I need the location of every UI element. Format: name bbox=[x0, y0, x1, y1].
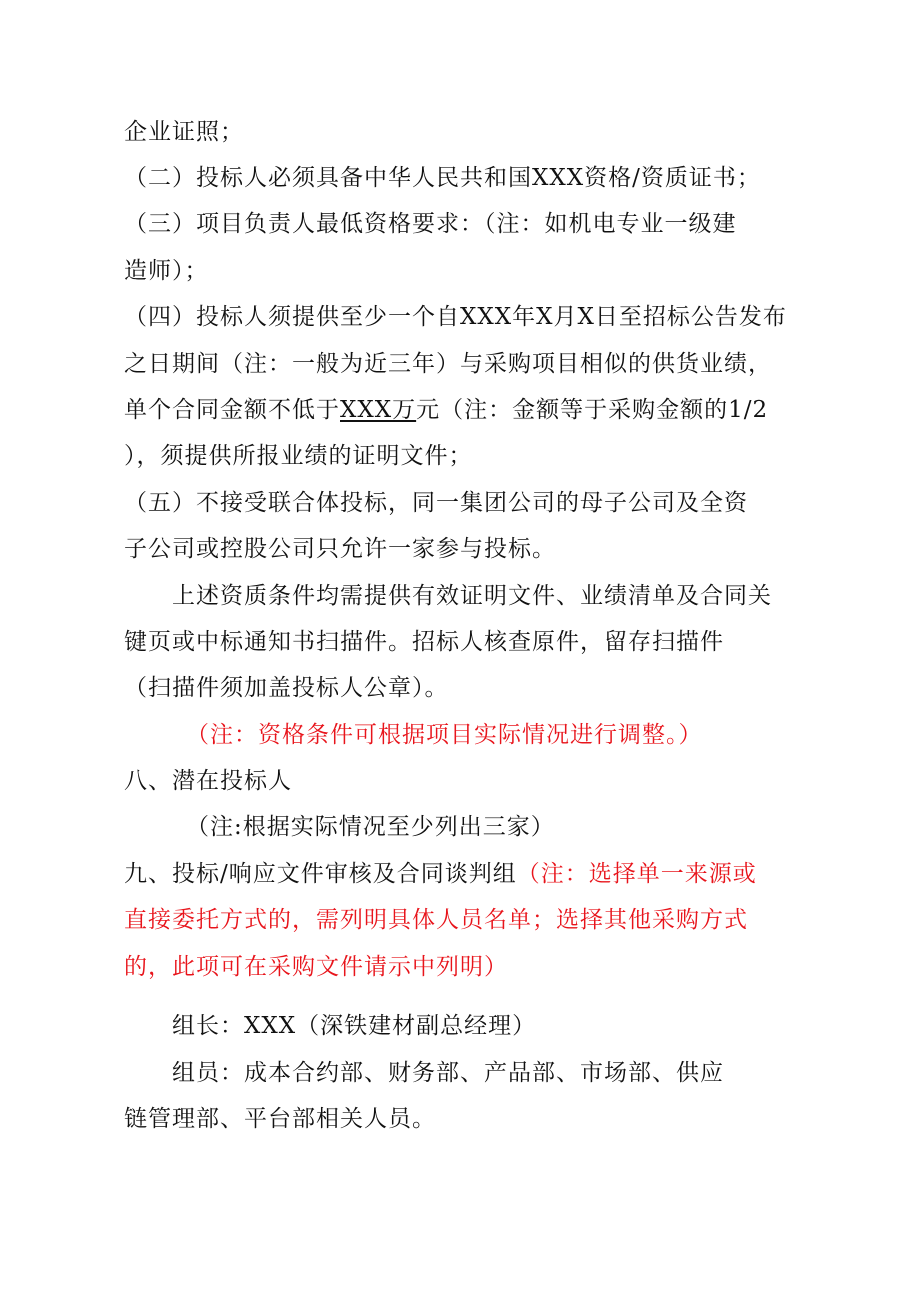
red-note-line: （注：资格条件可根据项目实际情况进行调整。） bbox=[186, 722, 703, 748]
text-line: 键页或中标通知书扫描件。招标人核查原件，留存扫描件 bbox=[124, 629, 724, 655]
text-line: （二）投标人必须具备中华人民共和国XXX资格/资质证书； bbox=[124, 165, 761, 191]
red-note-line: 直接委托方式的，需列明具体人员名单；选择其他采购方式 bbox=[124, 907, 748, 933]
text-line: （三）项目负责人最低资格要求：（注：如机电专业一级建 bbox=[124, 211, 737, 237]
text-line: 子公司或控股公司只允许一家参与投标。 bbox=[124, 536, 556, 562]
text-line: ），须提供所报业绩的证明文件； bbox=[124, 443, 473, 469]
underlined-amount: XXX万 bbox=[340, 397, 417, 423]
text-line: （四）投标人须提供至少一个自XXX年X月X日至招标公告发布 bbox=[124, 304, 787, 330]
text-segment: 元（注：金额等于采购金额的1/2 bbox=[416, 397, 769, 423]
section-heading bbox=[124, 859, 757, 889]
text-line: （注:根据实际情况至少列出三家） bbox=[186, 814, 555, 840]
red-note-segment: （注：选择单一来源或 bbox=[516, 861, 757, 887]
section-heading: 八、潜在投标人 bbox=[124, 768, 292, 794]
text-segment: 单个合同金额不低于 bbox=[124, 397, 340, 423]
red-note-line: 的，此项可在采购文件请示中列明） bbox=[124, 954, 508, 980]
text-line: 链管理部、平台部相关人员。 bbox=[124, 1106, 436, 1132]
text-line: 组员：成本合约部、财务部、产品部、市场部、供应 bbox=[172, 1060, 724, 1086]
text-line: 组长：XXX（深铁建材副总经理） bbox=[172, 1013, 537, 1039]
text-line: （扫描件须加盖投标人公章）。 bbox=[124, 675, 449, 701]
heading-text: 九、投标/响应文件审核及合同谈判组 bbox=[124, 861, 517, 887]
text-line: 企业证照； bbox=[124, 119, 244, 145]
text-line: 之日期间（注：一般为近三年）与采购项目相似的供货业绩， bbox=[124, 351, 772, 377]
text-line: （五）不接受联合体投标，同一集团公司的母子公司及全资 bbox=[124, 490, 748, 516]
text-line bbox=[124, 395, 768, 425]
text-line: 造师）； bbox=[124, 258, 209, 284]
text-line: 上述资质条件均需提供有效证明文件、业绩清单及合同关 bbox=[172, 583, 772, 609]
